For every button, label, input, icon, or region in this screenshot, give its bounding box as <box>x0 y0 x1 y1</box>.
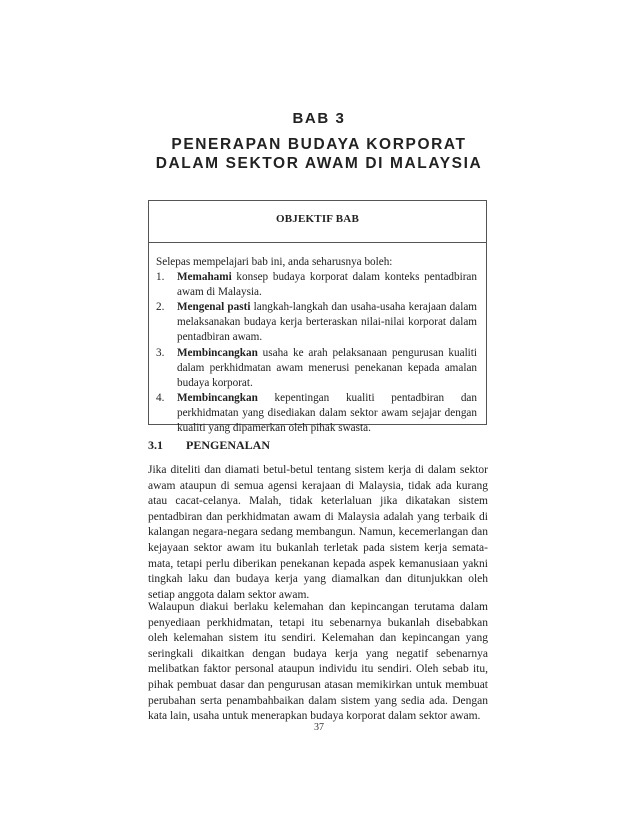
body-paragraph: Walaupun diakui berlaku kelemahan dan kepincangan terutama dalam penyediaan perkhidmatan, tetapi itu sebenarnya bukanlah disebabkan oleh kelemahan sistem itu sendiri. Kelemahan dan kepincangan yang seringkali dikaitkan dengan budaya kerja yang negatif sebenarnya melibatkan faktor personal ataupun individu itu sendiri. Oleh sebab itu, pihak pembuat dasar dan pengurusan atasan memikirkan untuk membuat perubahan serta penambahbaikan dalam sistem yang sedia ada. Dengan kata lain, usaha untuk menerapkan budaya korporat dalam sektor awam. <box>148 601 488 723</box>
objective-verb: Memahami <box>177 271 232 284</box>
objective-number: 1. <box>156 271 165 284</box>
objective-verb: Membincangkan <box>177 346 258 359</box>
page-number: 37 <box>314 722 324 733</box>
objectives-heading: OBJEKTIF BAB <box>149 201 486 243</box>
objective-verb: Mengenal pasti <box>177 301 251 314</box>
objectives-intro: Selepas mempelajari bab ini, anda seharusnya boleh: <box>156 256 393 268</box>
objective-text: kepentingan kualiti pentadbiran dan perkhidmatan yang disediakan dalam sektor awam sejajar dengan kualiti yang dipamerkan oleh pihak swasta. <box>177 391 477 435</box>
objective-number: 3. <box>156 346 165 359</box>
chapter-label: BAB 3 <box>292 110 346 127</box>
section-number: 3.1 <box>148 438 163 452</box>
objective-text: usaha ke arah pelaksanaan pengurusan kualiti dalam perkhidmatan awam menerusi penekanan kepada amalan budaya korporat. <box>177 346 477 389</box>
chapter-title-line-1: PENERAPAN BUDAYA KORPORAT <box>171 136 467 153</box>
objective-item <box>156 270 477 300</box>
objectives-body <box>149 243 486 436</box>
objective-text: konsep budaya korporat dalam konteks pentadbiran awam di Malaysia. <box>177 271 477 299</box>
body-paragraph: Jika diteliti dan diamati betul-betul tentang sistem kerja di dalam sektor awam ataupun di semua agensi kerajaan di Malaysia, tidak ada kurang atau cacat-celanya. Malah, tidak keterlaluan jika dikatakan sistem pentadbiran dan perkhidmatan awam di Malaysia adalah yang terbaik di kalangan negara-negara sedang membangun. Namun, kecemerlangan dan kejayaan sektor awam itu bukanlah terletak pada sistem kerja semata-mata, tetapi perlu diberikan penekanan kepada aspek kemanusiaan yakni tingkah laku dan budaya kerja yang diamalkan dan ditunjukkan oleh setiap anggota dalam sektor awam. <box>148 464 488 601</box>
objective-item <box>156 300 477 345</box>
objectives-list <box>156 270 477 436</box>
objective-verb: Membincangkan <box>177 391 258 404</box>
objective-text: langkah-langkah dan usaha-usaha kerajaan dalam melaksanakan budaya kerja berteraskan nilai-nilai korporat dalam pentadbiran awam. <box>177 301 477 344</box>
chapter-objectives-box <box>148 200 487 435</box>
section-heading <box>148 438 270 453</box>
chapter-title-line-2: DALAM SEKTOR AWAM DI MALAYSIA <box>155 155 483 172</box>
objective-item <box>156 391 477 436</box>
objective-number: 2. <box>156 301 165 314</box>
objective-item <box>156 346 477 391</box>
section-title: PENGENALAN <box>186 438 271 452</box>
objective-number: 4. <box>156 391 165 404</box>
